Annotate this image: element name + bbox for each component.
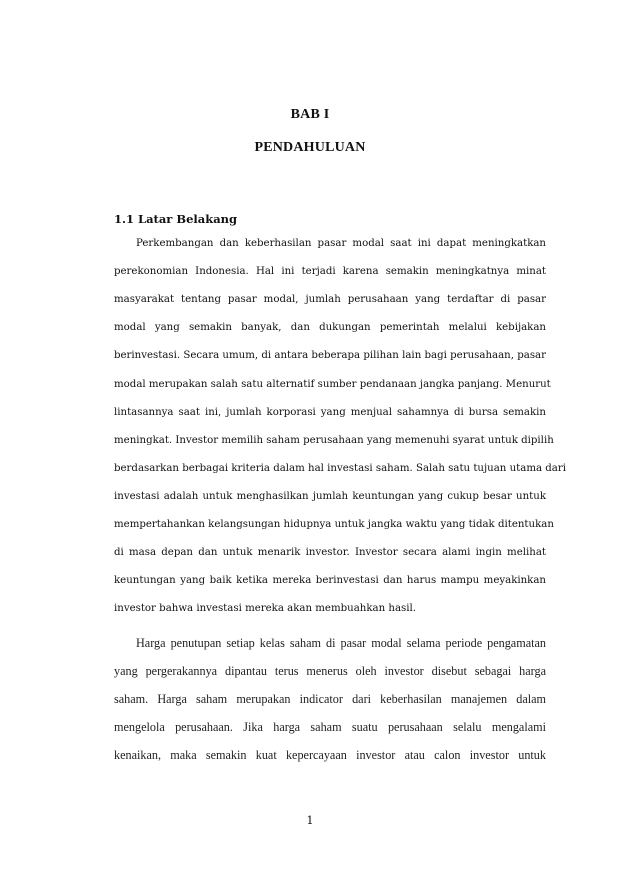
paragraph-line: mengelola perusahaan. Jika harga saham suatu perusahaan selalu mengalami [114,720,546,734]
paragraph-line: modal merupakan salah satu alternatif sumber pendanaan jangka panjang. Menurut [114,379,551,390]
paragraph-line: berdasarkan berbagai kriteria dalam hal investasi saham. Salah satu tujuan utama dari [114,463,567,474]
chapter-number: BAB I [290,107,330,122]
page-number: 1 [306,814,314,827]
paragraph-line: meningkat. Investor memilih saham perusahaan yang memenuhi syarat untuk dipilih [114,435,554,446]
paragraph-line: berinvestasi. Secara umum, di antara beberapa pilihan lain bagi perusahaan, pasar [114,350,546,361]
chapter-title: PENDAHULUAN [254,140,366,155]
paragraph-line: saham. Harga saham merupakan indicator dari keberhasilan manajemen dalam [114,692,546,706]
paragraph-line: perekonomian Indonesia. Hal ini terjadi karena semakin meningkatnya minat [114,266,546,277]
paragraph-line: Perkembangan dan keberhasilan pasar modal saat ini dapat meningkatkan [136,238,546,249]
paragraph-line: masyarakat tentang pasar modal, jumlah perusahaan yang terdaftar di pasar [114,294,546,305]
paragraph-line: mempertahankan kelangsungan hidupnya untuk jangka waktu yang tidak ditentukan [114,519,554,530]
paragraph-line: Harga penutupan setiap kelas saham di pasar modal selama periode pengamatan [136,636,546,650]
paragraph-line: keuntungan yang baik ketika mereka berinvestasi dan harus mampu meyakinkan [114,575,546,586]
paragraph-line: yang pergerakannya dipantau terus menerus oleh investor disebut sebagai harga [114,664,546,678]
paragraph-line: modal yang semakin banyak, dan dukungan pemerintah melalui kebijakan [114,322,546,333]
paragraph-line: lintasannya saat ini, jumlah korporasi yang menjual sahamnya di bursa semakin [114,407,546,418]
paragraph-line: kenaikan, maka semakin kuat kepercayaan investor atau calon investor untuk [114,748,546,762]
paragraph-line: di masa depan dan untuk menarik investor. Investor secara alami ingin melihat [114,547,546,558]
section-heading: 1.1 Latar Belakang [114,212,238,226]
paragraph-line: investor bahwa investasi mereka akan membuahkan hasil. [114,603,417,614]
paragraph-line: investasi adalah untuk menghasilkan jumlah keuntungan yang cukup besar untuk [114,491,546,502]
